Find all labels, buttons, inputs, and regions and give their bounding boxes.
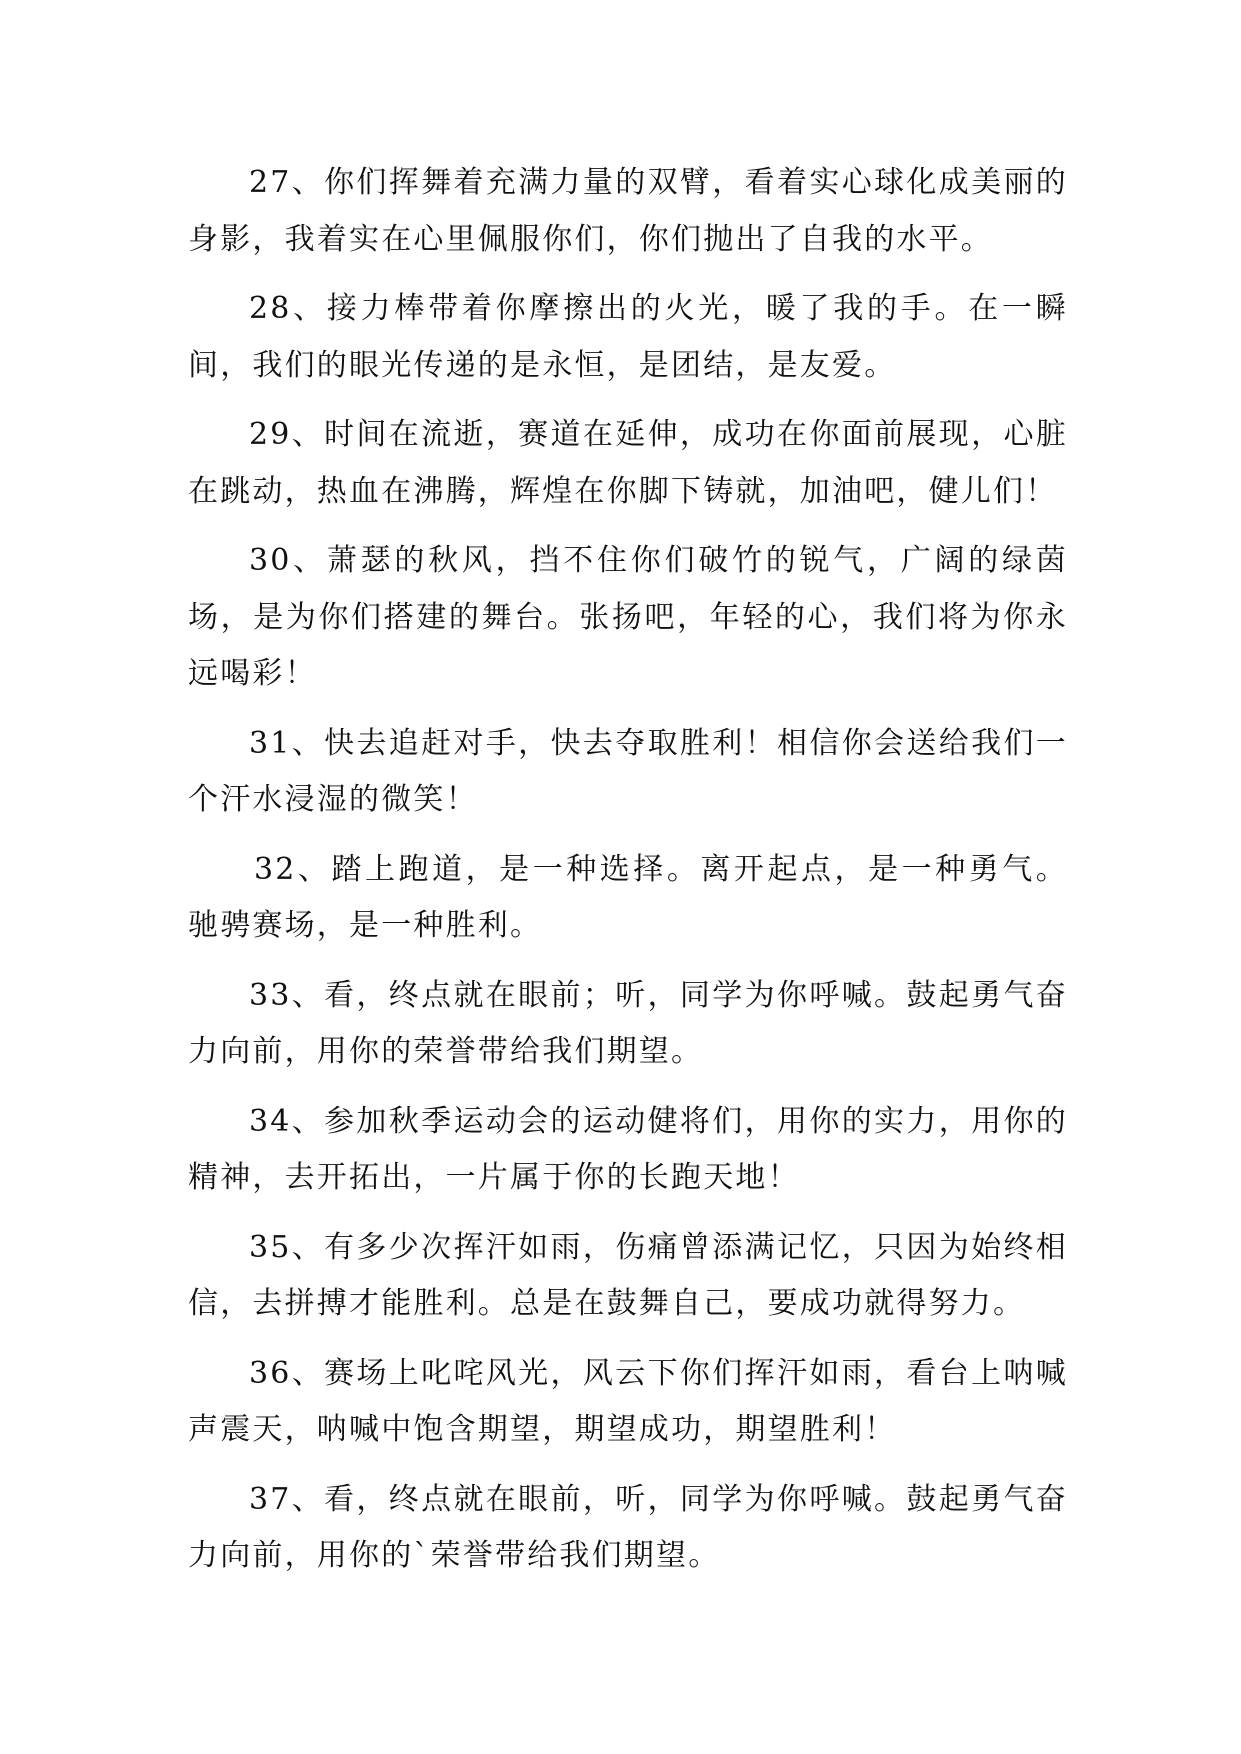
paragraph-34: 34、参加秋季运动会的运动健将们，用你的实力，用你的精神，去开拓出，一片属于你的长跑天地！ [188, 1103, 1068, 1195]
paragraph-29: 29、时间在流逝，赛道在延伸，成功在你面前展现，心脏在跳动，热血在沸腾，辉煌在你脚下铸就，加油吧，健儿们！ [188, 417, 1068, 509]
paragraph-36: 36、赛场上叱咤风光，风云下你们挥汗如雨，看台上呐喊声震天，呐喊中饱含期望，期望成功，期望胜利！ [188, 1355, 1068, 1447]
document-body [188, 155, 1068, 1598]
paragraph-28: 28、接力棒带着你摩擦出的火光，暖了我的手。在一瞬间，我们的眼光传递的是永恒，是团结，是友爱。 [188, 291, 1068, 383]
paragraph-32: 32、踏上跑道，是一种选择。离开起点，是一种勇气。驰骋赛场，是一种胜利。 [188, 851, 1068, 943]
paragraph-27: 27、你们挥舞着充满力量的双臂，看着实心球化成美丽的身影，我着实在心里佩服你们，你们抛出了自我的水平。 [188, 165, 1068, 257]
paragraph-37: 37、看，终点就在眼前，听，同学为你呼喊。鼓起勇气奋力向前，用你的`荣誉带给我们期望。 [188, 1481, 1068, 1573]
paragraph-33: 33、看，终点就在眼前；听，同学为你呼喊。鼓起勇气奋力向前，用你的荣誉带给我们期望。 [188, 977, 1068, 1069]
paragraph-30: 30、萧瑟的秋风，挡不住你们破竹的锐气，广阔的绿茵场，是为你们搭建的舞台。张扬吧，年轻的心，我们将为你永远喝彩！ [188, 543, 1068, 691]
paragraph-31: 31、快去追赶对手，快去夺取胜利！相信你会送给我们一个汗水浸湿的微笑！ [188, 725, 1068, 817]
paragraph-35: 35、有多少次挥汗如雨，伤痛曾添满记忆，只因为始终相信，去拼搏才能胜利。总是在鼓舞自己，要成功就得努力。 [188, 1229, 1068, 1321]
